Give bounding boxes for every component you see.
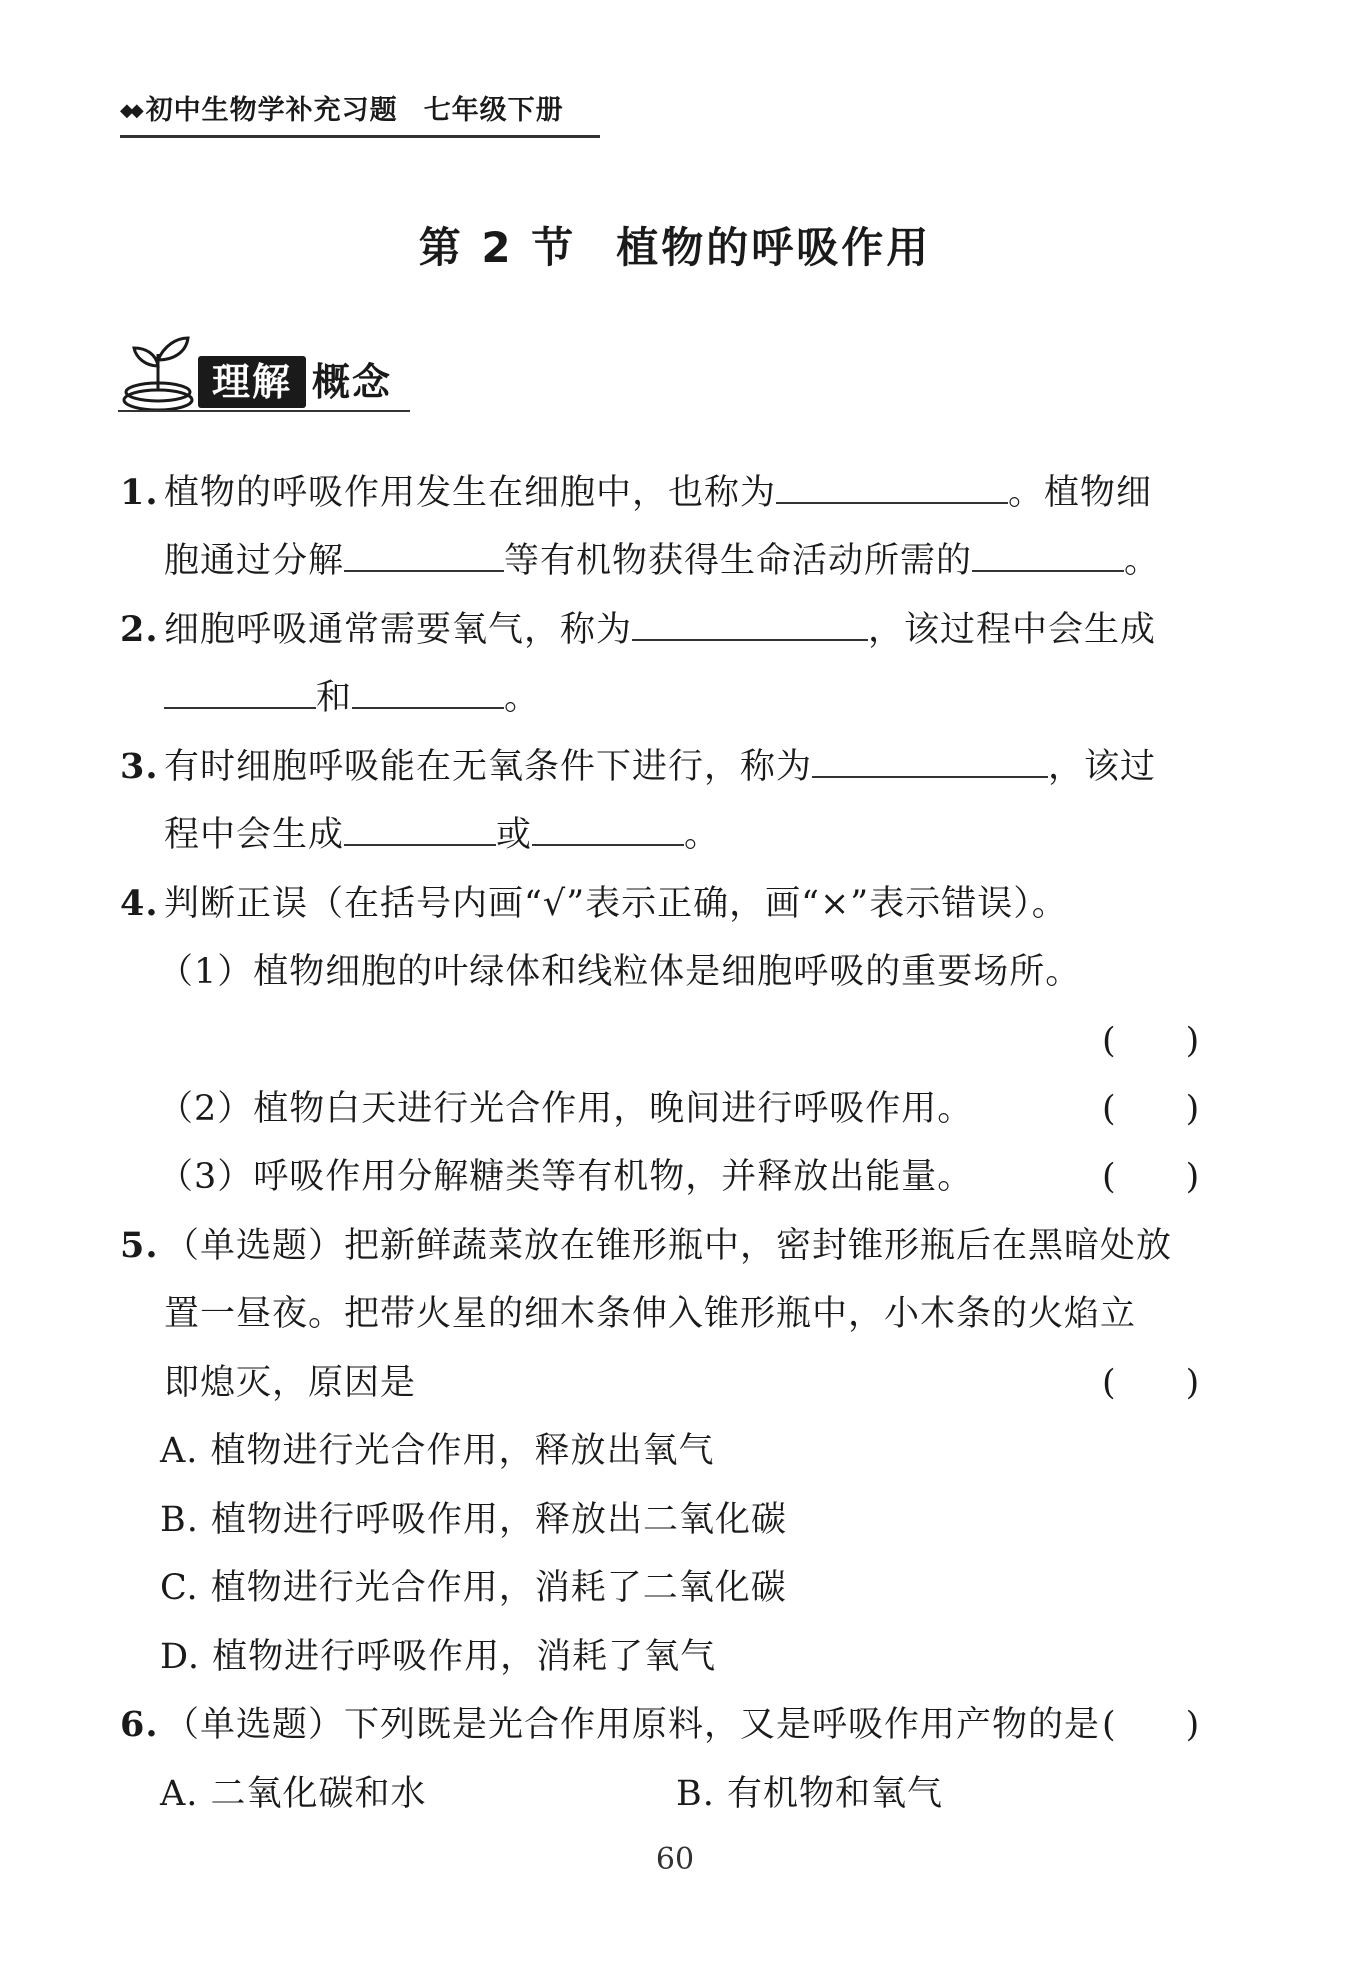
q5-line3: 即熄灭，原因是 (164, 1363, 417, 1403)
diamond-icon: ◆◆ (120, 100, 140, 121)
q1-blank-1[interactable] (776, 476, 1008, 504)
q3-number: 3. (120, 746, 159, 787)
q5-number: 5. (120, 1225, 159, 1266)
page-number: 60 (655, 1842, 695, 1877)
q6-number: 6. (120, 1704, 159, 1745)
concept-banner (118, 330, 410, 416)
sprout-pot-icon (118, 330, 198, 416)
concept-underline (118, 410, 410, 412)
q3-line2: 程中会生成 或 。 (164, 815, 721, 855)
q6-answer[interactable]: ( ) (1102, 1705, 1200, 1745)
q4-answer-1[interactable]: ( ) (1102, 1021, 1200, 1061)
q4-answer-3[interactable]: ( ) (1102, 1157, 1200, 1197)
q1-blank-3[interactable] (972, 544, 1124, 572)
q2-line1: 2. 细胞呼吸通常需要氧气，称为 ，该过程中会生成 (120, 609, 1157, 650)
q5-line1: 5. （单选题）把新鲜蔬菜放在锥形瓶中，密封锥形瓶后在黑暗处放 (120, 1225, 1173, 1266)
q4-item-2: （2）植物白天进行光合作用，晚间进行呼吸作用。 (158, 1089, 974, 1129)
q4-number: 4. (120, 883, 159, 924)
concept-highlight: 理解 (198, 356, 306, 408)
grade-label: 七年级下册 (423, 95, 564, 126)
q4-item-3: （3）呼吸作用分解糖类等有机物，并释放出能量。 (158, 1157, 974, 1197)
section-title (0, 215, 1350, 275)
q2-blank-1[interactable] (632, 613, 868, 641)
q6-line1: 6. （单选题）下列既是光合作用原料，又是呼吸作用产物的是 (120, 1704, 1101, 1745)
q1-line2: 胞通过分解 等有机物获得生命活动所需的 。 (164, 541, 1161, 581)
section-name: 植物的呼吸作用 (616, 223, 932, 272)
book-title: 初中生物学补充习题 (145, 95, 398, 126)
section-number: 第 2 节 (418, 223, 577, 272)
q3-line1: 3. 有时细胞呼吸能在无氧条件下进行，称为 ，该过 (120, 746, 1157, 787)
book-header (120, 88, 600, 138)
q3-blank-3[interactable] (532, 818, 684, 846)
q5-line2: 置一昼夜。把带火星的细木条伸入锥形瓶中，小木条的火焰立 (164, 1294, 1137, 1334)
q4-line1: 4. 判断正误（在括号内画“√”表示正确，画“×”表示错误）。 (120, 883, 1068, 924)
concept-label: 概念 (312, 360, 393, 404)
q2-blank-2[interactable] (164, 681, 316, 709)
q3-blank-1[interactable] (812, 750, 1048, 778)
q5-option-a: A. 植物进行光合作用，释放出氧气 (160, 1431, 715, 1471)
q5-option-d: D. 植物进行呼吸作用，消耗了氧气 (160, 1637, 717, 1677)
q2-number: 2. (120, 609, 159, 650)
q1-blank-2[interactable] (344, 544, 504, 572)
q5-option-b: B. 植物进行呼吸作用，释放出二氧化碳 (160, 1500, 787, 1540)
q2-blank-3[interactable] (352, 681, 504, 709)
q6-option-b: B. 有机物和氧气 (676, 1774, 943, 1814)
q6-option-a: A. 二氧化碳和水 (160, 1774, 427, 1814)
q5-option-c: C. 植物进行光合作用，消耗了二氧化碳 (160, 1568, 787, 1608)
q2-line2: 和 。 (164, 670, 540, 720)
q5-answer[interactable]: ( ) (1102, 1363, 1200, 1403)
q3-blank-2[interactable] (344, 818, 496, 846)
q4-item-1: （1）植物细胞的叶绿体和线粒体是细胞呼吸的重要场所。 (158, 952, 1082, 992)
q1-line1: 1. 植物的呼吸作用发生在细胞中，也称为 。植物细 (120, 472, 1153, 513)
q4-answer-2[interactable]: ( ) (1102, 1089, 1200, 1129)
q1-number: 1. (120, 472, 159, 513)
